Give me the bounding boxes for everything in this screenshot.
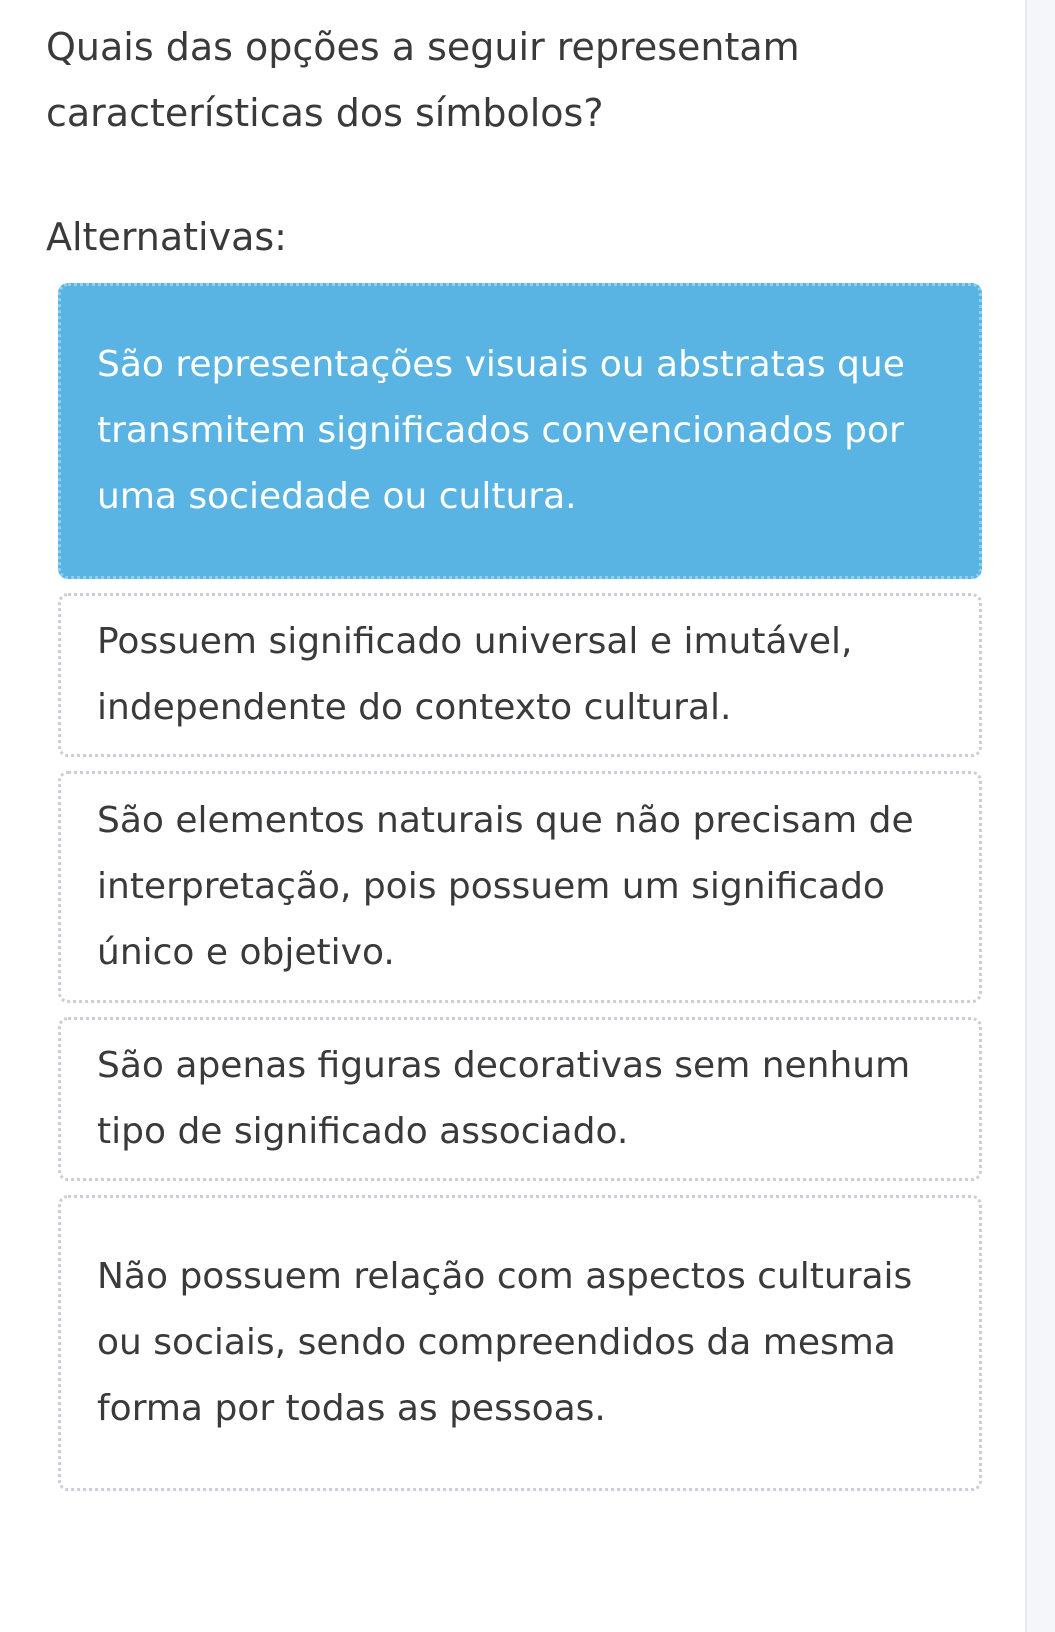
option-4-text: São apenas figuras decorativas sem nenhum tipo de significado associado.: [97, 1045, 911, 1152]
option-1-text: São representações visuais ou abstratas que transmitem significados convencionados por uma sociedade ou cultura.: [97, 344, 905, 517]
option-4[interactable]: [58, 1017, 982, 1181]
option-1[interactable]: [58, 283, 982, 579]
option-5[interactable]: [58, 1195, 982, 1491]
option-3[interactable]: [58, 771, 982, 1003]
option-2[interactable]: [58, 593, 982, 757]
options-list: [58, 283, 982, 1491]
option-5-text: Não possuem relação com aspectos culturais ou sociais, sendo compreendidos da mesma forma por todas as pessoas.: [97, 1256, 913, 1429]
alternatives-label: Alternativas:: [46, 215, 287, 259]
scrollbar-track[interactable]: [1025, 0, 1055, 1632]
option-3-text: São elementos naturais que não precisam de interpretação, pois possuem um significado único e objetivo.: [97, 800, 914, 973]
option-2-text: Possuem significado universal e imutável, independente do contexto cultural.: [97, 621, 853, 728]
question-text: Quais das opções a seguir representam características dos símbolos?: [46, 25, 800, 135]
